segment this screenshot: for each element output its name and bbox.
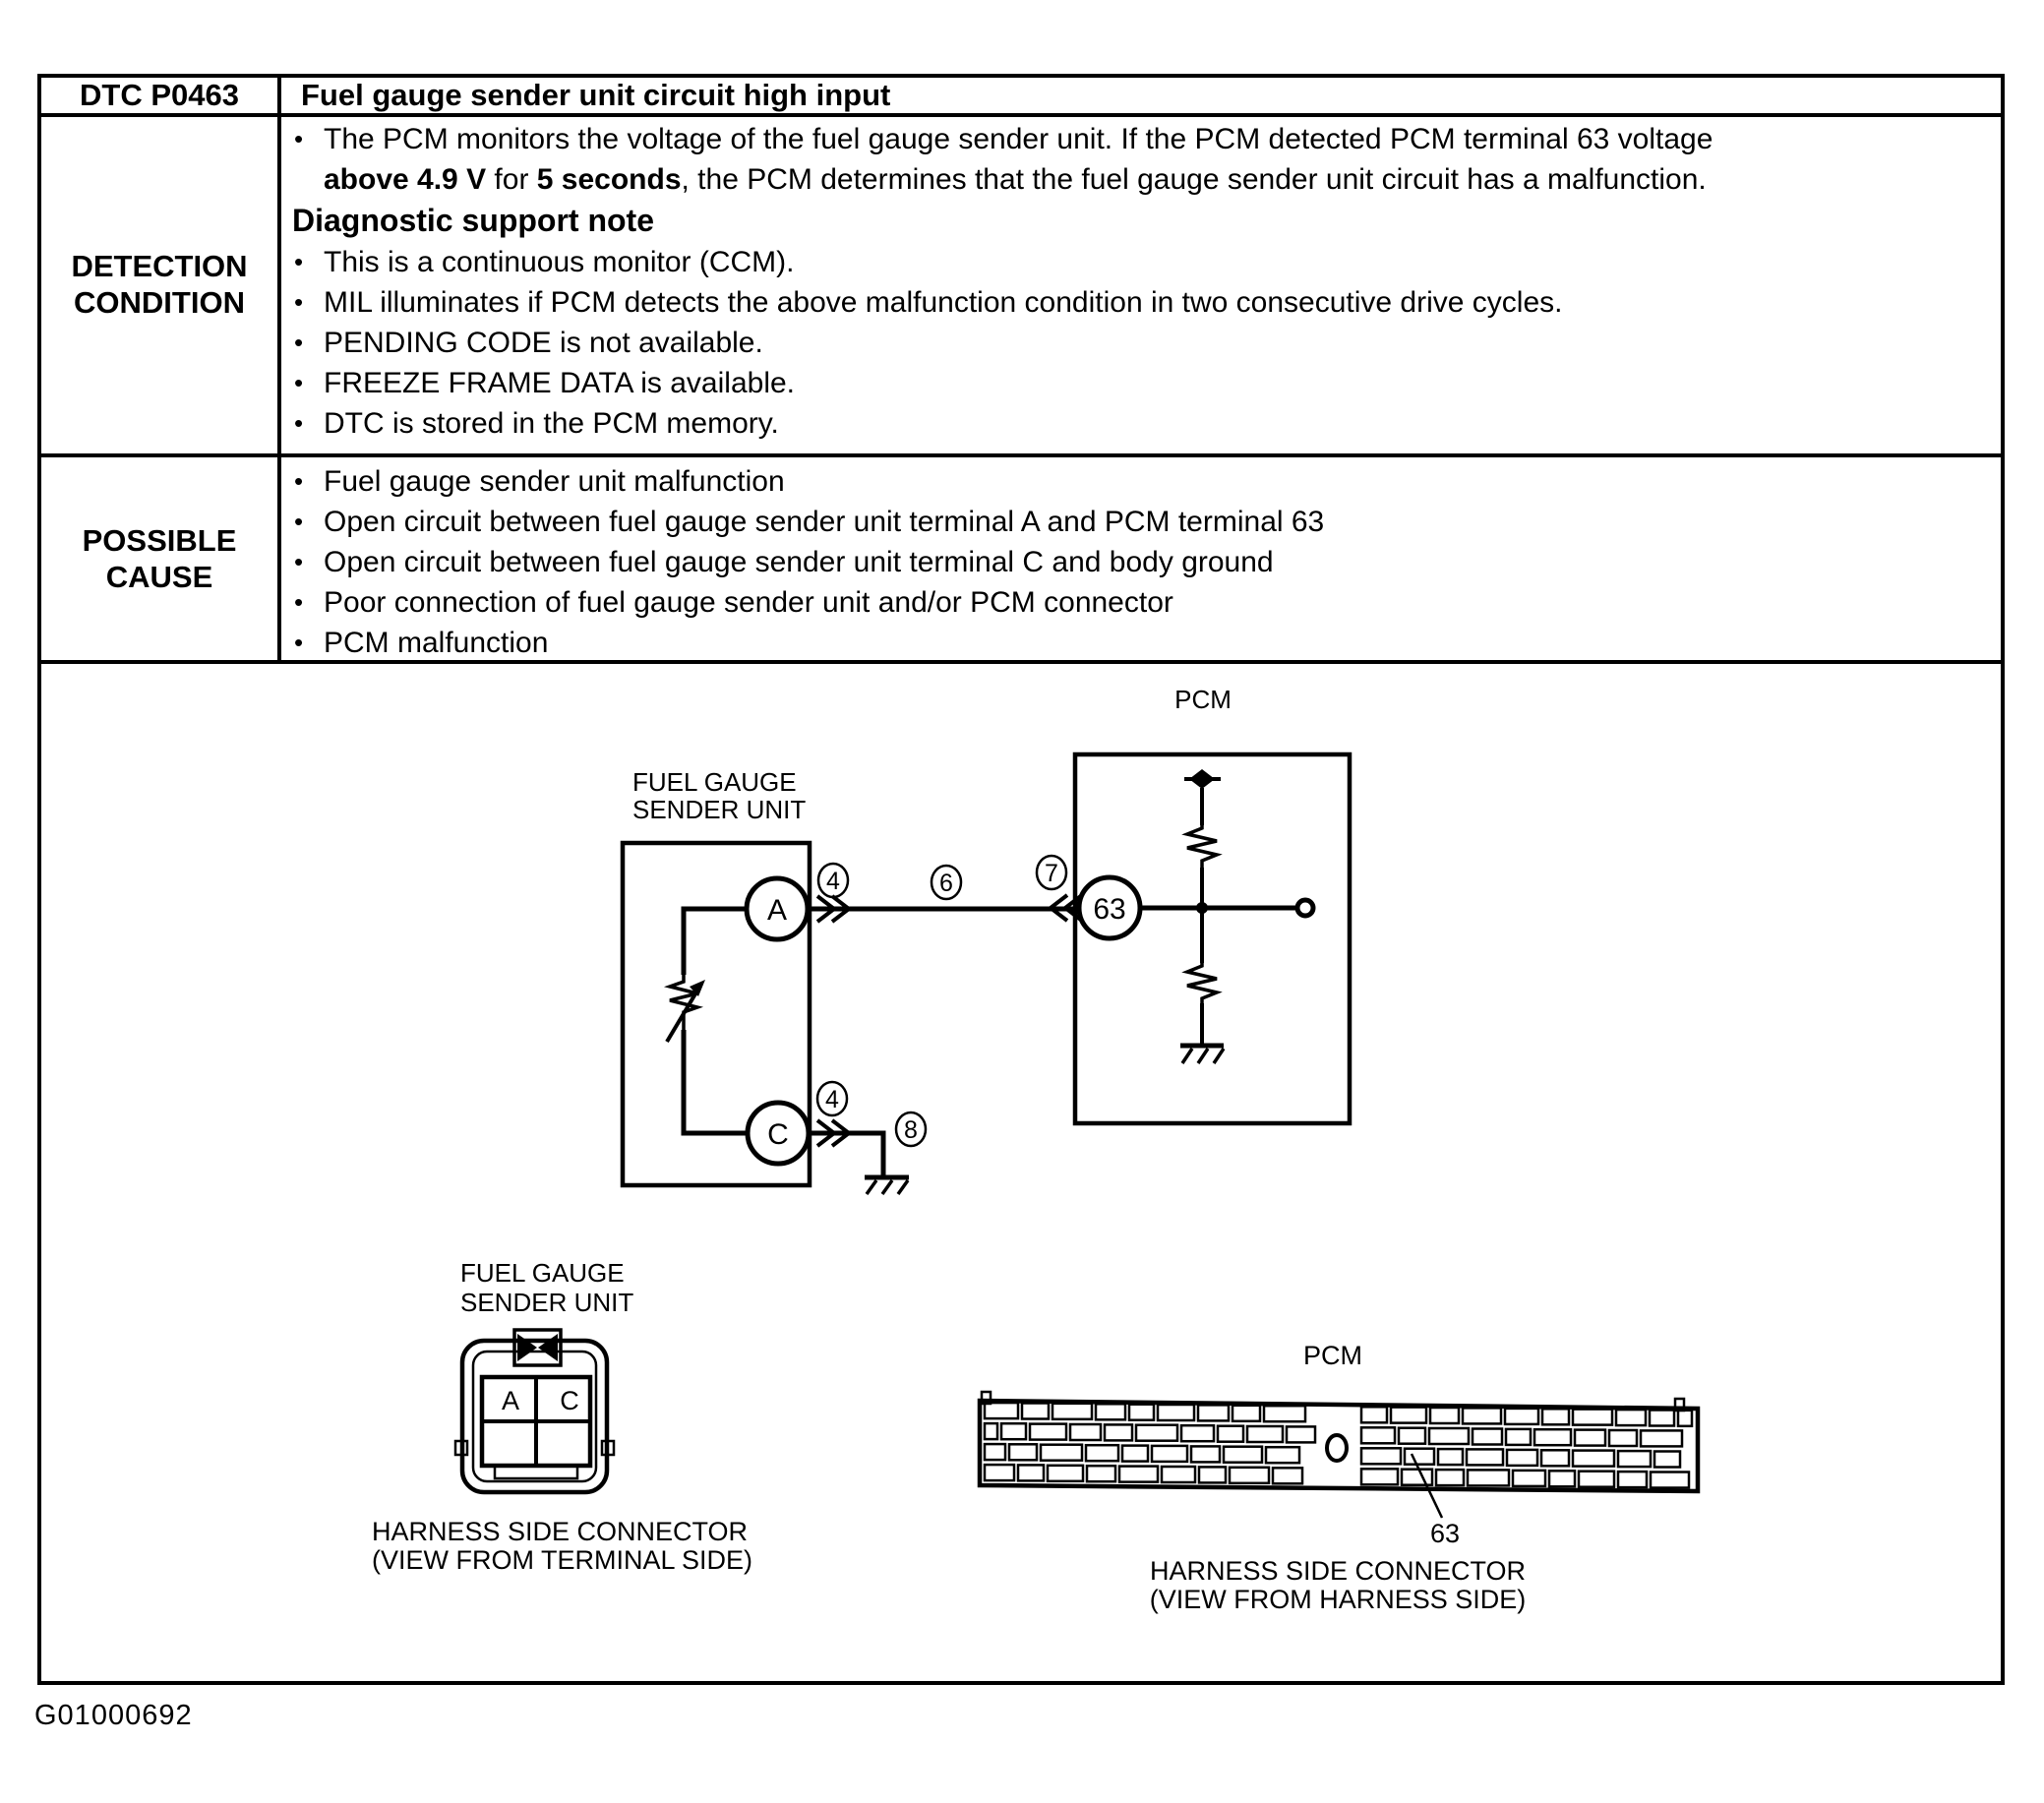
wire-c-to-ground (810, 1133, 883, 1177)
pcm-pullup-resistor-icon (1187, 825, 1217, 868)
wire-number-6 (932, 866, 961, 899)
pcm-connector-bolt-hole (1327, 1435, 1347, 1461)
bullet-marker (282, 119, 324, 200)
figure-id: G01000692 (34, 1700, 193, 1731)
bullet-marker (282, 403, 324, 444)
bullet-marker (282, 461, 324, 502)
bullet-marker (282, 502, 324, 542)
bullet-marker (282, 323, 324, 363)
wiring-diagram (37, 662, 2005, 1684)
dtc-code-cell: DTC P0463 (80, 77, 239, 112)
bullet-marker (282, 363, 324, 403)
wire-number-4c (817, 1082, 847, 1115)
possible-cause-content (282, 461, 2002, 663)
detection-row-divider (37, 453, 2005, 457)
svg-text:6: 6 (939, 870, 953, 897)
pcm-connector-caption-line1: HARNESS SIDE CONNECTOR (1149, 1556, 1527, 1586)
sender-connector-caption-line2: (VIEW FROM TERMINAL SIDE) (372, 1545, 753, 1575)
svg-text:4: 4 (825, 1086, 839, 1113)
sender-variable-resistor-icon (670, 975, 697, 1030)
cause-bullet: • Open circuit between fuel gauge sender unit terminal A and PCM terminal 63 (282, 502, 2002, 542)
terminal-c-label: C (767, 1118, 789, 1151)
pcm-connector-title: PCM (1303, 1341, 1362, 1370)
pcm-pulldown-resistor-icon (1187, 963, 1217, 1003)
svg-text:7: 7 (1045, 860, 1058, 887)
detection-label-line2: CONDITION (74, 285, 245, 320)
sender-box-label-line2: SENDER UNIT (632, 795, 807, 824)
detection-condition-label (41, 117, 277, 451)
diagnostic-support-note-heading: Diagnostic support note (292, 203, 654, 238)
detection-bullet: • PENDING CODE is not available. (282, 323, 2002, 363)
cause-bullet: • Poor connection of fuel gauge sender unit and/or PCM connector (282, 582, 2002, 623)
detection-bullet: • DTC is stored in the PCM memory. (282, 403, 2002, 444)
wire-number-8 (896, 1112, 926, 1146)
terminal-a-label: A (766, 894, 788, 927)
detection-bullet: • MIL illuminates if PCM detects the above malfunction condition in two consecutive drive cycles. (282, 282, 2002, 323)
cause-bullet: • Open circuit between fuel gauge sender unit terminal C and body ground (282, 542, 2002, 582)
terminal-63-label: 63 (1093, 893, 1126, 926)
pcm-connector-pins (985, 1403, 1692, 1487)
pin-63-callout: 63 (1429, 1519, 1461, 1548)
column-divider (277, 74, 281, 664)
bullet-marker (282, 542, 324, 582)
possible-cause-label (41, 458, 277, 659)
bullet-marker (282, 623, 324, 663)
pcm-connector-view (980, 1341, 1698, 1614)
pin-a-label: A (501, 1386, 520, 1415)
svg-text:8: 8 (904, 1116, 918, 1144)
sender-connector-title-line1: FUEL GAUGE (460, 1258, 625, 1288)
possible-cause-label-line2: CAUSE (105, 560, 213, 594)
dtc-title: Fuel gauge sender unit circuit high input (301, 78, 891, 112)
body-ground-icon (865, 1177, 909, 1194)
detection-bullet: • FREEZE FRAME DATA is available. (282, 363, 2002, 403)
cause-bullet: • PCM malfunction (282, 623, 2002, 663)
detection-label-line1: DETECTION (71, 249, 248, 283)
detection-intro-line2: above 4.9 V for 5 seconds, the PCM determines that the fuel gauge sender unit circuit has a malfunction. (324, 163, 1707, 196)
detection-bullet: • This is a continuous monitor (CCM). (282, 242, 2002, 282)
sender-internal-wire (684, 909, 748, 1133)
open-terminal-icon (1297, 900, 1313, 916)
pin-c-label: C (560, 1386, 579, 1415)
wire-number-7 (1037, 856, 1066, 889)
pcm-connector-caption-line2: (VIEW FROM HARNESS SIDE) (1149, 1585, 1527, 1614)
wire-number-4a (818, 864, 848, 897)
sender-connector-view (372, 1258, 752, 1575)
bullet-marker (282, 582, 324, 623)
detection-intro-line1: The PCM monitors the voltage of the fuel gauge sender unit. If the PCM detected PCM terminal 63 voltage (324, 123, 1713, 155)
pcm-box-label: PCM (1174, 685, 1232, 714)
latch-mark-right (538, 1334, 558, 1361)
header-row-divider (37, 113, 2005, 117)
svg-text:4: 4 (826, 868, 840, 895)
cause-bullet: • Fuel gauge sender unit malfunction (282, 461, 2002, 502)
bullet-marker (282, 282, 324, 323)
power-diamond-icon (1189, 769, 1215, 789)
possible-cause-label-line1: POSSIBLE (82, 523, 237, 558)
detection-intro-bullet (282, 119, 2002, 200)
detection-condition-content (282, 119, 2002, 444)
junction-dot (1196, 902, 1208, 914)
bullet-marker (282, 242, 324, 282)
sender-box-label-line1: FUEL GAUGE (632, 767, 797, 797)
pcm-ground-icon (1180, 1046, 1224, 1063)
sender-connector-title-line2: SENDER UNIT (460, 1288, 634, 1317)
sender-connector-caption-line1: HARNESS SIDE CONNECTOR (372, 1517, 749, 1546)
circuit-schematic (623, 685, 1350, 1194)
latch-mark-left (517, 1334, 537, 1361)
